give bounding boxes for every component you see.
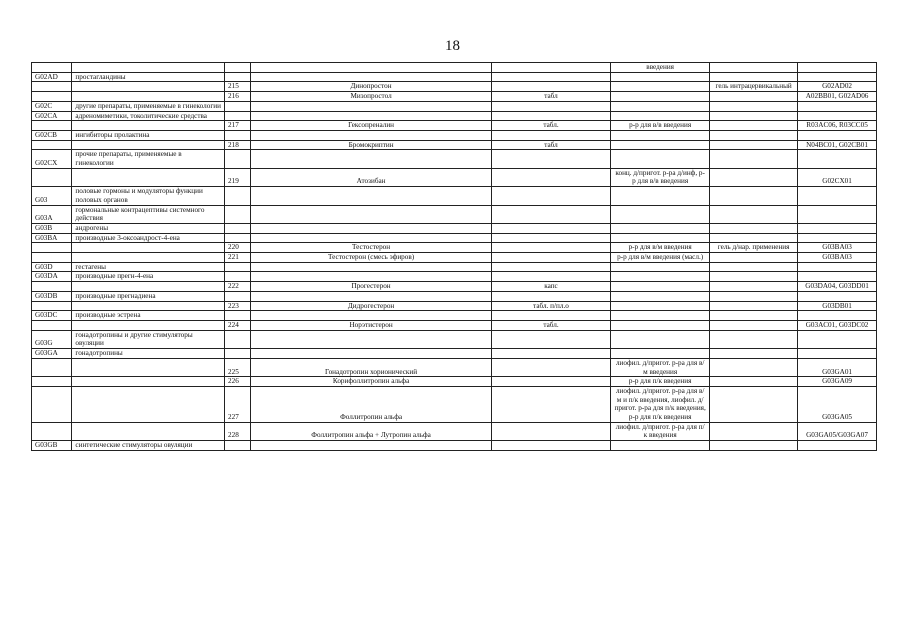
route-form-cell	[611, 72, 710, 82]
drug-name-cell	[251, 330, 492, 348]
drug-name-cell: Гонадотропин хорионический	[251, 358, 492, 376]
table-row	[32, 140, 877, 150]
route-form-cell	[611, 282, 710, 292]
dosage-form-cell	[491, 101, 610, 111]
group-name-cell: гонадотропины и другие стимуляторы овуляции	[72, 330, 225, 348]
atc-group-code-cell: G03D	[32, 262, 72, 272]
other-form-cell	[710, 233, 798, 243]
table-row	[32, 377, 877, 387]
dosage-form-cell	[491, 311, 610, 321]
route-form-cell	[611, 223, 710, 233]
dosage-form-cell	[491, 168, 610, 186]
atc-code-cell: G03GA05/G03GA07	[798, 422, 877, 440]
atc-group-code-cell: G02C	[32, 101, 72, 111]
table-row	[32, 101, 877, 111]
other-form-cell	[710, 422, 798, 440]
dosage-form-cell	[491, 233, 610, 243]
route-form-cell: р-р для в/в введения	[611, 121, 710, 131]
table-row	[32, 150, 877, 168]
dosage-form-cell	[491, 82, 610, 92]
table-row	[32, 111, 877, 121]
table-row	[32, 262, 877, 272]
drug-name-cell: Атозибан	[251, 168, 492, 186]
group-name-cell: производные 3-оксоандрост-4-ена	[72, 233, 225, 243]
route-form-cell	[611, 349, 710, 359]
dosage-form-cell: табл	[491, 140, 610, 150]
atc-code-cell	[798, 72, 877, 82]
row-number-cell: 223	[225, 301, 251, 311]
route-form-cell	[611, 140, 710, 150]
other-form-cell	[710, 111, 798, 121]
dosage-form-cell	[491, 441, 610, 451]
table-row	[32, 253, 877, 263]
drug-name-cell: Мизопростол	[251, 92, 492, 102]
row-number-cell	[225, 63, 251, 73]
route-form-cell: лиофил. д/пригот. р-ра для в/м и п/к введения, лиофил. д/пригот. р-ра для п/к введения, р-р для п/к введения	[611, 386, 710, 422]
atc-group-code-cell: G02CX	[32, 150, 72, 168]
atc-group-code-cell	[32, 253, 72, 263]
table-body	[32, 63, 877, 451]
group-name-cell	[72, 386, 225, 422]
group-name-cell	[72, 301, 225, 311]
route-form-cell	[611, 92, 710, 102]
route-form-cell	[611, 101, 710, 111]
table-row	[32, 311, 877, 321]
other-form-cell	[710, 253, 798, 263]
row-number-cell	[225, 349, 251, 359]
other-form-cell	[710, 272, 798, 282]
other-form-cell	[710, 311, 798, 321]
drug-name-cell	[251, 311, 492, 321]
atc-group-code-cell	[32, 140, 72, 150]
other-form-cell	[710, 330, 798, 348]
atc-group-code-cell: G03DC	[32, 311, 72, 321]
group-name-cell: половые гормоны и модуляторы функции половых органов	[72, 187, 225, 205]
drug-name-cell: Фоллитропин альфа + Лутропин альфа	[251, 422, 492, 440]
other-form-cell	[710, 262, 798, 272]
table-row	[32, 330, 877, 348]
other-form-cell	[710, 168, 798, 186]
atc-code-cell: G03DA04, G03DD01	[798, 282, 877, 292]
row-number-cell: 227	[225, 386, 251, 422]
route-form-cell	[611, 150, 710, 168]
drug-name-cell	[251, 101, 492, 111]
table-row	[32, 72, 877, 82]
other-form-cell	[710, 101, 798, 111]
drug-name-cell	[251, 63, 492, 73]
route-form-cell	[611, 311, 710, 321]
group-name-cell	[72, 63, 225, 73]
group-name-cell: гормональные контрацептивы системного действия	[72, 205, 225, 223]
row-number-cell: 218	[225, 140, 251, 150]
route-form-cell	[611, 82, 710, 92]
dosage-form-cell	[491, 72, 610, 82]
dosage-form-cell: табл	[491, 92, 610, 102]
other-form-cell: гель интрацервикальный	[710, 82, 798, 92]
drug-name-cell	[251, 130, 492, 140]
drug-name-cell	[251, 223, 492, 233]
row-number-cell	[225, 101, 251, 111]
other-form-cell	[710, 150, 798, 168]
atc-code-cell: N04BC01, G02CB01	[798, 140, 877, 150]
atc-code-cell	[798, 150, 877, 168]
dosage-form-cell	[491, 205, 610, 223]
row-number-cell: 217	[225, 121, 251, 131]
atc-code-cell	[798, 311, 877, 321]
group-name-cell	[72, 358, 225, 376]
drug-name-cell: Прогестерон	[251, 282, 492, 292]
other-form-cell	[710, 441, 798, 451]
atc-group-code-cell: G03BA	[32, 233, 72, 243]
route-form-cell: р-р для в/м введения (масл.)	[611, 253, 710, 263]
table-row	[32, 301, 877, 311]
dosage-form-cell	[491, 386, 610, 422]
dosage-form-cell: табл.	[491, 121, 610, 131]
atc-group-code-cell	[32, 92, 72, 102]
drug-name-cell	[251, 272, 492, 282]
group-name-cell	[72, 243, 225, 253]
atc-code-cell: R03AC06, R03CC05	[798, 121, 877, 131]
table-row	[32, 422, 877, 440]
table-row	[32, 386, 877, 422]
dosage-form-cell	[491, 243, 610, 253]
atc-code-cell: G03BA03	[798, 243, 877, 253]
other-form-cell	[710, 140, 798, 150]
group-name-cell: адреномиметики, токолитические средства	[72, 111, 225, 121]
row-number-cell: 225	[225, 358, 251, 376]
route-form-cell	[611, 272, 710, 282]
route-form-cell	[611, 320, 710, 330]
page-number: 18	[445, 38, 460, 54]
row-number-cell	[225, 72, 251, 82]
group-name-cell: производные эстрена	[72, 311, 225, 321]
atc-group-code-cell: G03DA	[32, 272, 72, 282]
route-form-cell: лиофил. д/пригот. р-ра для в/м введения	[611, 358, 710, 376]
drug-name-cell	[251, 72, 492, 82]
group-name-cell: производные прегн-4-ена	[72, 272, 225, 282]
other-form-cell	[710, 282, 798, 292]
atc-group-code-cell	[32, 320, 72, 330]
table-row	[32, 441, 877, 451]
dosage-form-cell	[491, 358, 610, 376]
dosage-form-cell: капс	[491, 282, 610, 292]
other-form-cell	[710, 377, 798, 387]
atc-group-code-cell	[32, 168, 72, 186]
other-form-cell	[710, 121, 798, 131]
atc-group-code-cell	[32, 282, 72, 292]
table-row	[32, 272, 877, 282]
table-row	[32, 205, 877, 223]
atc-group-code-cell: G03B	[32, 223, 72, 233]
atc-code-cell	[798, 291, 877, 301]
drug-name-cell: Динопростон	[251, 82, 492, 92]
drug-name-cell	[251, 187, 492, 205]
row-number-cell	[225, 291, 251, 301]
other-form-cell	[710, 187, 798, 205]
atc-group-code-cell: G02AD	[32, 72, 72, 82]
group-name-cell	[72, 92, 225, 102]
atc-group-code-cell: G02CA	[32, 111, 72, 121]
other-form-cell	[710, 301, 798, 311]
table-row	[32, 243, 877, 253]
other-form-cell	[710, 223, 798, 233]
row-number-cell: 228	[225, 422, 251, 440]
atc-code-cell	[798, 205, 877, 223]
atc-code-cell	[798, 187, 877, 205]
row-number-cell	[225, 223, 251, 233]
route-form-cell: введения	[611, 63, 710, 73]
dosage-form-cell	[491, 377, 610, 387]
route-form-cell: конц. д/пригот. р-ра д/инф, р-р для в/в введения	[611, 168, 710, 186]
table-row	[32, 358, 877, 376]
dosage-form-cell: табл.	[491, 320, 610, 330]
other-form-cell	[710, 349, 798, 359]
group-name-cell	[72, 377, 225, 387]
route-form-cell	[611, 187, 710, 205]
group-name-cell	[72, 320, 225, 330]
other-form-cell	[710, 92, 798, 102]
group-name-cell	[72, 168, 225, 186]
table-row	[32, 233, 877, 243]
group-name-cell: другие препараты, применяемые в гинекологии	[72, 101, 225, 111]
route-form-cell	[611, 441, 710, 451]
atc-code-cell	[798, 223, 877, 233]
table-row	[32, 187, 877, 205]
drug-name-cell: Корифоллитропин альфа	[251, 377, 492, 387]
table-row	[32, 282, 877, 292]
atc-group-code-cell	[32, 386, 72, 422]
row-number-cell	[225, 441, 251, 451]
atc-group-code-cell	[32, 358, 72, 376]
route-form-cell	[611, 233, 710, 243]
other-form-cell	[710, 358, 798, 376]
atc-code-cell: G03BA03	[798, 253, 877, 263]
dosage-form-cell	[491, 253, 610, 263]
drug-name-cell: Фоллитропин альфа	[251, 386, 492, 422]
other-form-cell	[710, 205, 798, 223]
row-number-cell	[225, 111, 251, 121]
row-number-cell: 219	[225, 168, 251, 186]
route-form-cell: лиофил. д/пригот. р-ра для п/к введения	[611, 422, 710, 440]
atc-code-cell: G03AC01, G03DC02	[798, 320, 877, 330]
atc-code-cell	[798, 441, 877, 451]
dosage-form-cell	[491, 223, 610, 233]
route-form-cell	[611, 301, 710, 311]
atc-code-cell	[798, 349, 877, 359]
atc-code-cell	[798, 130, 877, 140]
atc-group-code-cell: G03	[32, 187, 72, 205]
dosage-form-cell	[491, 330, 610, 348]
route-form-cell	[611, 205, 710, 223]
dosage-form-cell	[491, 272, 610, 282]
row-number-cell: 215	[225, 82, 251, 92]
drug-name-cell	[251, 291, 492, 301]
drug-name-cell: Норэтистерон	[251, 320, 492, 330]
table-row	[32, 223, 877, 233]
row-number-cell	[225, 262, 251, 272]
other-form-cell	[710, 130, 798, 140]
row-number-cell	[225, 272, 251, 282]
group-name-cell	[72, 282, 225, 292]
atc-code-cell	[798, 262, 877, 272]
atc-code-cell: A02BB01, G02AD06	[798, 92, 877, 102]
other-form-cell	[710, 72, 798, 82]
drug-name-cell	[251, 441, 492, 451]
drug-name-cell: Дидрогестерон	[251, 301, 492, 311]
group-name-cell: синтетические стимуляторы овуляции	[72, 441, 225, 451]
route-form-cell	[611, 111, 710, 121]
row-number-cell	[225, 130, 251, 140]
dosage-form-cell: табл. п/пл.о	[491, 301, 610, 311]
atc-code-cell: G02CX01	[798, 168, 877, 186]
row-number-cell	[225, 187, 251, 205]
atc-code-cell: G02AD02	[798, 82, 877, 92]
row-number-cell: 224	[225, 320, 251, 330]
group-name-cell	[72, 422, 225, 440]
group-name-cell	[72, 82, 225, 92]
group-name-cell	[72, 253, 225, 263]
atc-group-code-cell	[32, 121, 72, 131]
dosage-form-cell	[491, 349, 610, 359]
group-name-cell	[72, 140, 225, 150]
atc-group-code-cell: G03A	[32, 205, 72, 223]
atc-group-code-cell	[32, 63, 72, 73]
row-number-cell	[225, 233, 251, 243]
table-row	[32, 291, 877, 301]
atc-group-code-cell	[32, 243, 72, 253]
row-number-cell: 226	[225, 377, 251, 387]
route-form-cell	[611, 291, 710, 301]
dosage-form-cell	[491, 262, 610, 272]
drug-name-cell: Гексопреналин	[251, 121, 492, 131]
table-row	[32, 320, 877, 330]
atc-code-cell	[798, 101, 877, 111]
row-number-cell	[225, 330, 251, 348]
route-form-cell	[611, 330, 710, 348]
drug-table	[31, 62, 877, 451]
row-number-cell	[225, 311, 251, 321]
route-form-cell	[611, 130, 710, 140]
row-number-cell: 222	[225, 282, 251, 292]
atc-group-code-cell: G02CB	[32, 130, 72, 140]
dosage-form-cell	[491, 291, 610, 301]
atc-code-cell	[798, 111, 877, 121]
group-name-cell: гестагены	[72, 262, 225, 272]
drug-name-cell	[251, 349, 492, 359]
dosage-form-cell	[491, 187, 610, 205]
dosage-form-cell	[491, 422, 610, 440]
route-form-cell: р-р для в/м введения	[611, 243, 710, 253]
group-name-cell: гонадотропины	[72, 349, 225, 359]
atc-code-cell	[798, 272, 877, 282]
drug-name-cell	[251, 205, 492, 223]
atc-code-cell: G03GA01	[798, 358, 877, 376]
atc-code-cell	[798, 233, 877, 243]
atc-group-code-cell: G03DB	[32, 291, 72, 301]
drug-name-cell	[251, 262, 492, 272]
drug-name-cell: Тестостерон (смесь эфиров)	[251, 253, 492, 263]
table-row	[32, 63, 877, 73]
row-number-cell: 220	[225, 243, 251, 253]
other-form-cell: гель д/нар. применения	[710, 243, 798, 253]
atc-group-code-cell	[32, 82, 72, 92]
atc-code-cell	[798, 330, 877, 348]
table-row	[32, 121, 877, 131]
drug-name-cell	[251, 111, 492, 121]
other-form-cell	[710, 63, 798, 73]
dosage-form-cell	[491, 130, 610, 140]
drug-name-cell: Тестостерон	[251, 243, 492, 253]
atc-code-cell: G03DB01	[798, 301, 877, 311]
atc-group-code-cell	[32, 377, 72, 387]
table-row	[32, 92, 877, 102]
table-row	[32, 349, 877, 359]
table-row	[32, 130, 877, 140]
table-row	[32, 82, 877, 92]
dosage-form-cell	[491, 63, 610, 73]
atc-group-code-cell: G03GB	[32, 441, 72, 451]
atc-code-cell: G03GA05	[798, 386, 877, 422]
row-number-cell: 221	[225, 253, 251, 263]
drug-name-cell	[251, 150, 492, 168]
drug-name-cell: Бромокриптин	[251, 140, 492, 150]
atc-code-cell	[798, 63, 877, 73]
atc-group-code-cell: G03GA	[32, 349, 72, 359]
dosage-form-cell	[491, 111, 610, 121]
group-name-cell: производные прегнадиена	[72, 291, 225, 301]
group-name-cell	[72, 121, 225, 131]
group-name-cell: ингибиторы пролактина	[72, 130, 225, 140]
group-name-cell: простагландины	[72, 72, 225, 82]
row-number-cell	[225, 205, 251, 223]
other-form-cell	[710, 320, 798, 330]
dosage-form-cell	[491, 150, 610, 168]
group-name-cell: прочие препараты, применяемые в гинекологии	[72, 150, 225, 168]
other-form-cell	[710, 386, 798, 422]
group-name-cell: андрогены	[72, 223, 225, 233]
drug-name-cell	[251, 233, 492, 243]
atc-group-code-cell: G03G	[32, 330, 72, 348]
row-number-cell	[225, 150, 251, 168]
atc-group-code-cell	[32, 301, 72, 311]
table-row	[32, 168, 877, 186]
atc-group-code-cell	[32, 422, 72, 440]
other-form-cell	[710, 291, 798, 301]
atc-code-cell: G03GA09	[798, 377, 877, 387]
route-form-cell	[611, 262, 710, 272]
row-number-cell: 216	[225, 92, 251, 102]
route-form-cell: р-р для п/к введения	[611, 377, 710, 387]
